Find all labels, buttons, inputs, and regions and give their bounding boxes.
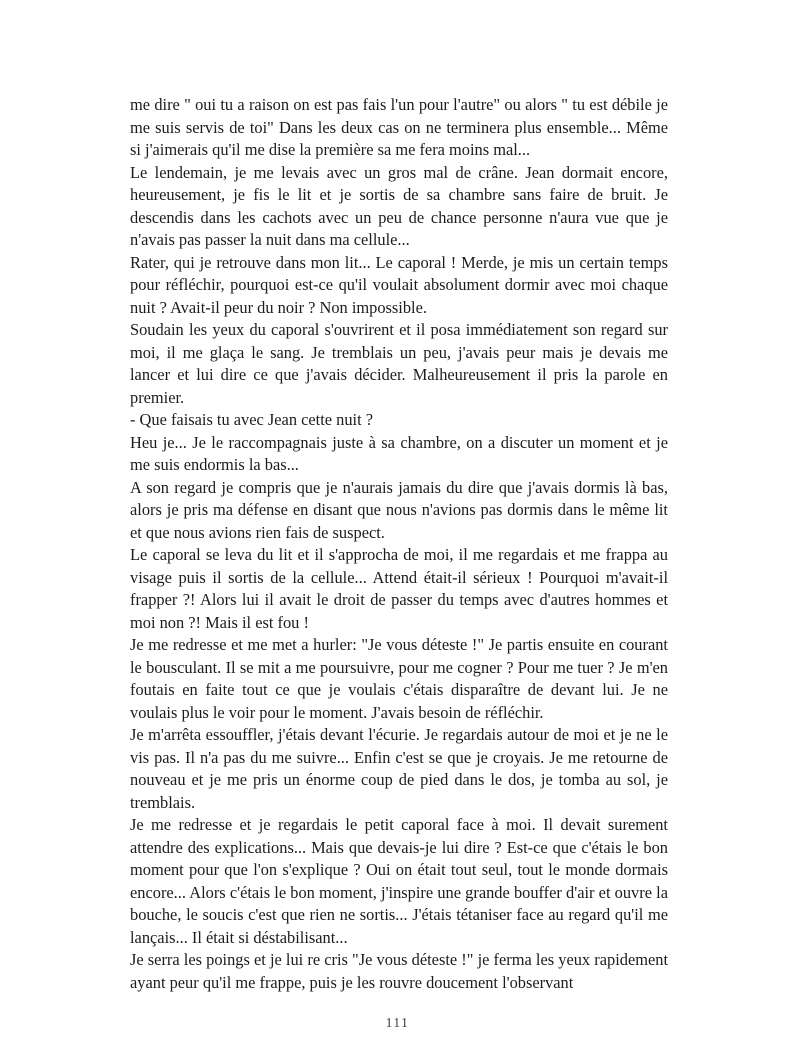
- paragraph-dialogue: - Que faisais tu avec Jean cette nuit ?: [130, 410, 374, 429]
- paragraph: Heu je... Je le raccompagnais juste à sa chambre, on a discuter un moment et je me suis endormis la bas...: [130, 432, 668, 474]
- paragraph: Je serra les poings et je lui re cris "Je vous déteste !" je ferma les yeux rapidement ayant peur qu'il me frappe, puis je les rouvre doucement l'observant: [130, 950, 668, 992]
- paragraph: Soudain les yeux du caporal s'ouvrirent et il posa immédiatement son regard sur moi, il me glaça le sang. Je tremblais un peu, j'avais peur mais je devais me lancer et lui dire ce que j'avais décider. Malheureusement il pris la parole en premier.: [130, 320, 668, 407]
- page-number: 111: [385, 1015, 410, 1030]
- paragraph: Je me redresse et me met a hurler: "Je vous déteste !" Je partis ensuite en courant le bousculant. Il se mit a me poursuivre, pour me cogner ? Pour me tuer ? Je m'en foutais en faite tout ce que je voulais c'étais disparaître de devant lui. Je ne voulais plus le voir pour le moment. J'avais besoin de réfléchir.: [130, 635, 668, 722]
- paragraph: Le lendemain, je me levais avec un gros mal de crâne. Jean dormait encore, heureusement, je fis le lit et je sortis de sa chambre sans faire de bruit. Je descendis dans les cachots avec un peu de chance personne n'aura vue que je n'avais pas passer la nuit dans ma cellule...: [130, 162, 668, 249]
- page-footer: [0, 1014, 795, 1032]
- paragraph: A son regard je compris que je n'aurais jamais du dire que j'avais dormis là bas, alors je pris ma défense en disant que nous n'avions pas dormis dans le même lit et que nous avions rien fais de suspect.: [130, 477, 668, 542]
- paragraph: Je m'arrêta essouffler, j'étais devant l'écurie. Je regardais autour de moi et je ne le vis pas. Il n'a pas du me suivre... Enfin c'est se que je croyais. Je me retourne de nouveau et je me pris un énorme coup de pied dans le dos, je tomba au sol, je tremblais.: [130, 725, 668, 812]
- paragraph: me dire " oui tu a raison on est pas fais l'un pour l'autre" ou alors " tu est débile je me suis servis de toi" Dans les deux cas on ne terminera plus ensemble... Même si j'aimerais qu'il me dise la première sa me fera moins mal...: [130, 95, 668, 159]
- story-text-block: [130, 94, 668, 994]
- paragraph: Rater, qui je retrouve dans mon lit... Le caporal ! Merde, je mis un certain temps pour réfléchir, pourquoi est-ce qu'il voulait absolument dormir avec moi chaque nuit ? Avait-il peur du noir ? Non impossible.: [130, 252, 668, 317]
- paragraph: Le caporal se leva du lit et il s'approcha de moi, il me regardais et me frappa au visage puis il sortis de la cellule... Attend était-il sérieux ! Pourquoi m'avait-il frapper ?! Alors lui il avait le droit de passer du temps avec d'autres hommes et moi non ?! Mais il est fou !: [130, 545, 668, 632]
- paragraph: Je me redresse et je regardais le petit caporal face à moi. Il devait surement attendre des explications... Mais que devais-je lui dire ? Est-ce que c'étais le bon moment pour que l'on s'explique ? Oui on était tout seul, tout le monde dormais encore... Alors c'étais le bon moment, j'inspire une grande bouffer d'air et ouvre la bouche, le soucis c'est que rien ne sortis... J'étais tétaniser face au regard qu'il me lançais... Il était si déstabilisant...: [130, 815, 668, 947]
